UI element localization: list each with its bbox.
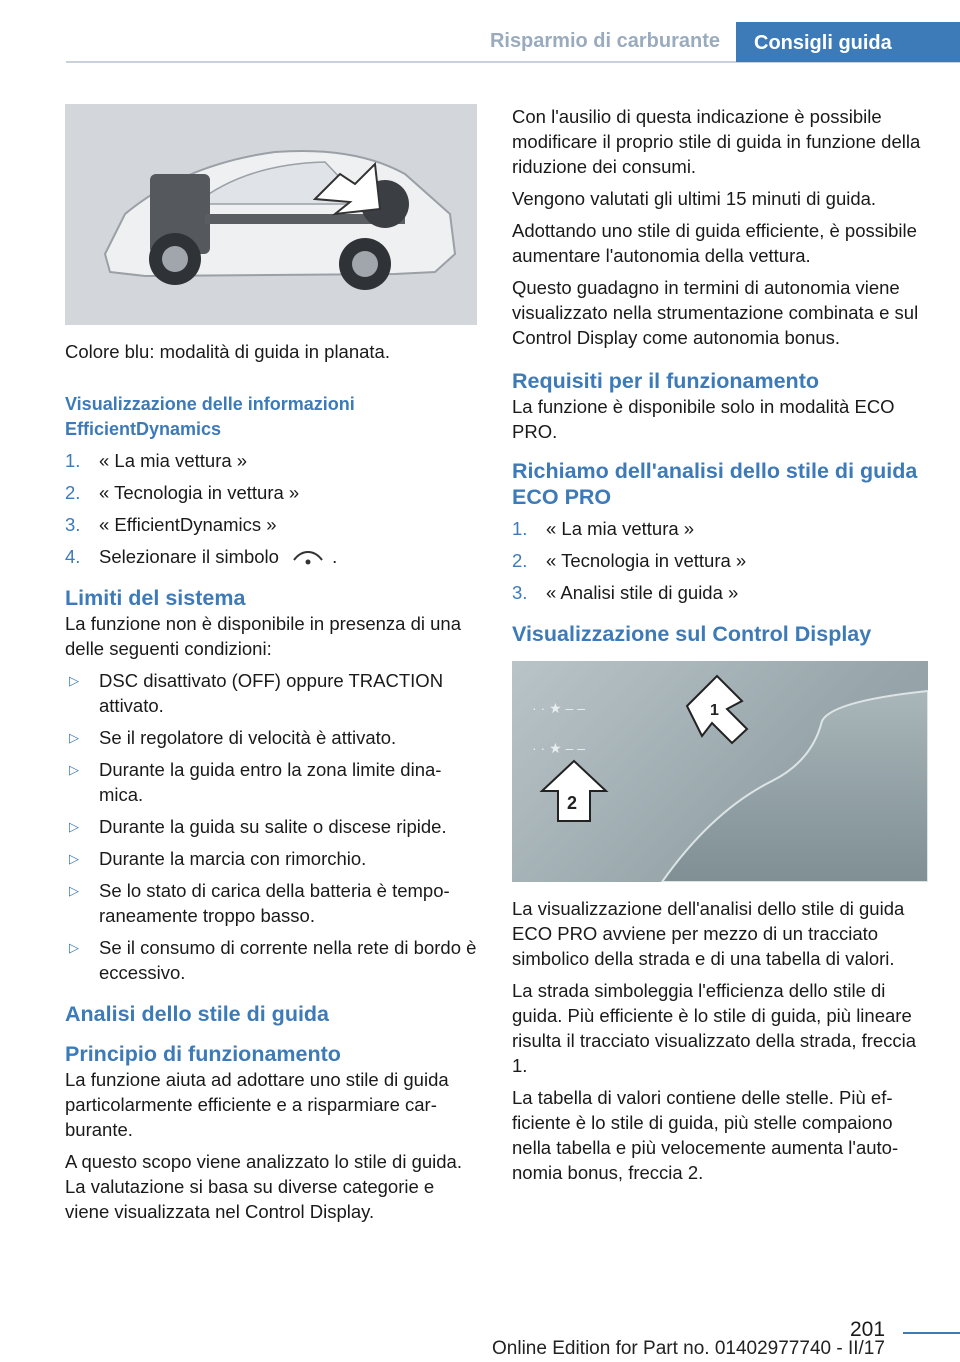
paragraph-4: Questo guadagno in termini di autonomia viene visualizzato nella strumentazione combinata e sul Control Display come autonomia bonus. bbox=[512, 277, 919, 348]
cd-paragraph-3: La tabella di valori contiene delle stelle. Più efficiente è lo stile di guida, più stelle compaiono nella tabella e più velocemente aumenta l'autonomia bonus, freccia 2. bbox=[512, 1087, 899, 1183]
heading-principle: Principio di funzionamento bbox=[65, 1042, 341, 1066]
arrow-2-label: 2 bbox=[567, 793, 578, 813]
svg-text:· · ★ – –: · · ★ – – bbox=[532, 700, 586, 716]
arrow-1-label: 1 bbox=[710, 702, 719, 719]
footer-rule bbox=[903, 1332, 960, 1334]
cd-paragraph-1: La visualizzazione dell'analisi dello stile di guida ECO PRO avviene per mezzo di un tracciato simbolico della strada e di una tabella di valori. bbox=[512, 898, 905, 969]
page-header bbox=[0, 0, 960, 64]
list-item: ▷ Durante la guida su salite o discese ripide. bbox=[69, 816, 447, 837]
heading-efficientdynamics: Visualizzazione delle informazioni EfficientDynamics bbox=[65, 394, 355, 439]
paragraph-3: Adottando uno stile di guida efficiente, è possibile aumentare l'autonomia della vettura. bbox=[512, 220, 917, 266]
heading-control-display: Visualizzazione sul Control Display bbox=[512, 622, 872, 646]
eco-pro-display-illustration bbox=[512, 661, 928, 882]
limits-list bbox=[65, 668, 477, 985]
car-drivetrain-illustration bbox=[65, 104, 477, 325]
paragraph-2: Vengono valutati gli ultimi 15 minuti di guida. bbox=[512, 188, 877, 209]
edition-note: Online Edition for Part no. 01402977740 - II/17 bbox=[492, 1338, 885, 1359]
principle-paragraph-2: A questo scopo viene analizzato lo stile di guida. La valutazione si basa su diverse categorie e viene visualizzata nel Control Display. bbox=[65, 1151, 462, 1222]
cd-paragraph-2: La strada simboleggia l'efficienza dello stile di guida. Più efficiente è lo stile di guida, più lineare risulta il tracciato visualizzato della strada, freccia 1. bbox=[512, 980, 917, 1076]
paragraph-1: Con l'ausilio di questa indicazione è possibile modificare il proprio stile di guida in funzione della riduzione dei consumi. bbox=[512, 106, 921, 177]
eco-pro-steps bbox=[512, 516, 930, 605]
list-item: 1. « La mia vettura » bbox=[65, 450, 248, 471]
list-item: 3. « EfficientDynamics » bbox=[65, 514, 277, 535]
heading-system-limits: Limiti del sistema bbox=[65, 586, 246, 610]
list-item: ▷ Se il consumo di corrente nella rete di bordo è eccessivo. bbox=[69, 937, 477, 983]
principle-paragraph-1: La funzione aiuta ad adottare uno stile di guida particolarmente efficiente e a risparmiare carburante. bbox=[65, 1069, 449, 1140]
list-item: ▷ DSC disattivato (OFF) oppure TRACTION attivato. bbox=[69, 670, 444, 716]
list-item: ▷ Durante la marcia con rimorchio. bbox=[69, 848, 367, 869]
list-item: ▷ Durante la guida entro la zona limite dinamica. bbox=[69, 759, 442, 805]
right-column bbox=[512, 104, 930, 1192]
list-item: ▷ Se il regolatore di velocità è attivato. bbox=[69, 727, 397, 748]
heading-driving-analysis: Analisi dello stile di guida bbox=[65, 1002, 330, 1026]
heading-eco-pro-call: Richiamo dell'analisi dello stile di guida ECO PRO bbox=[512, 459, 918, 509]
list-item: 3. « Analisi stile di guida » bbox=[512, 582, 739, 603]
list-item: ▷ Se lo stato di carica della batteria è temporaneamente troppo basso. bbox=[69, 880, 450, 926]
figure-caption: Colore blu: modalità di guida in planata. bbox=[65, 341, 390, 362]
list-item: 1. « La mia vettura » bbox=[512, 518, 695, 539]
left-column bbox=[65, 104, 477, 1231]
limits-intro: La funzione non è disponibile in presenza di una delle seguenti condizioni: bbox=[65, 613, 461, 659]
list-item: 2. « Tecnologia in vettura » bbox=[65, 482, 300, 503]
page-number: 201 bbox=[850, 1318, 886, 1341]
heading-requirements: Requisiti per il funzionamento bbox=[512, 369, 819, 393]
list-item: 2. « Tecnologia in vettura » bbox=[512, 550, 747, 571]
header-chapter-tab: Consigli guida bbox=[736, 22, 960, 62]
svg-text:· · ★ – –: · · ★ – – bbox=[532, 740, 586, 756]
header-section-title: Risparmio di carburante bbox=[489, 30, 720, 52]
requirements-text: La funzione è disponibile solo in modalità ECO PRO. bbox=[512, 396, 895, 442]
list-item: 4. Selezionare il simbolo . bbox=[65, 546, 338, 567]
efficientdynamics-steps bbox=[65, 448, 477, 569]
gliding-car-icon bbox=[290, 550, 326, 566]
